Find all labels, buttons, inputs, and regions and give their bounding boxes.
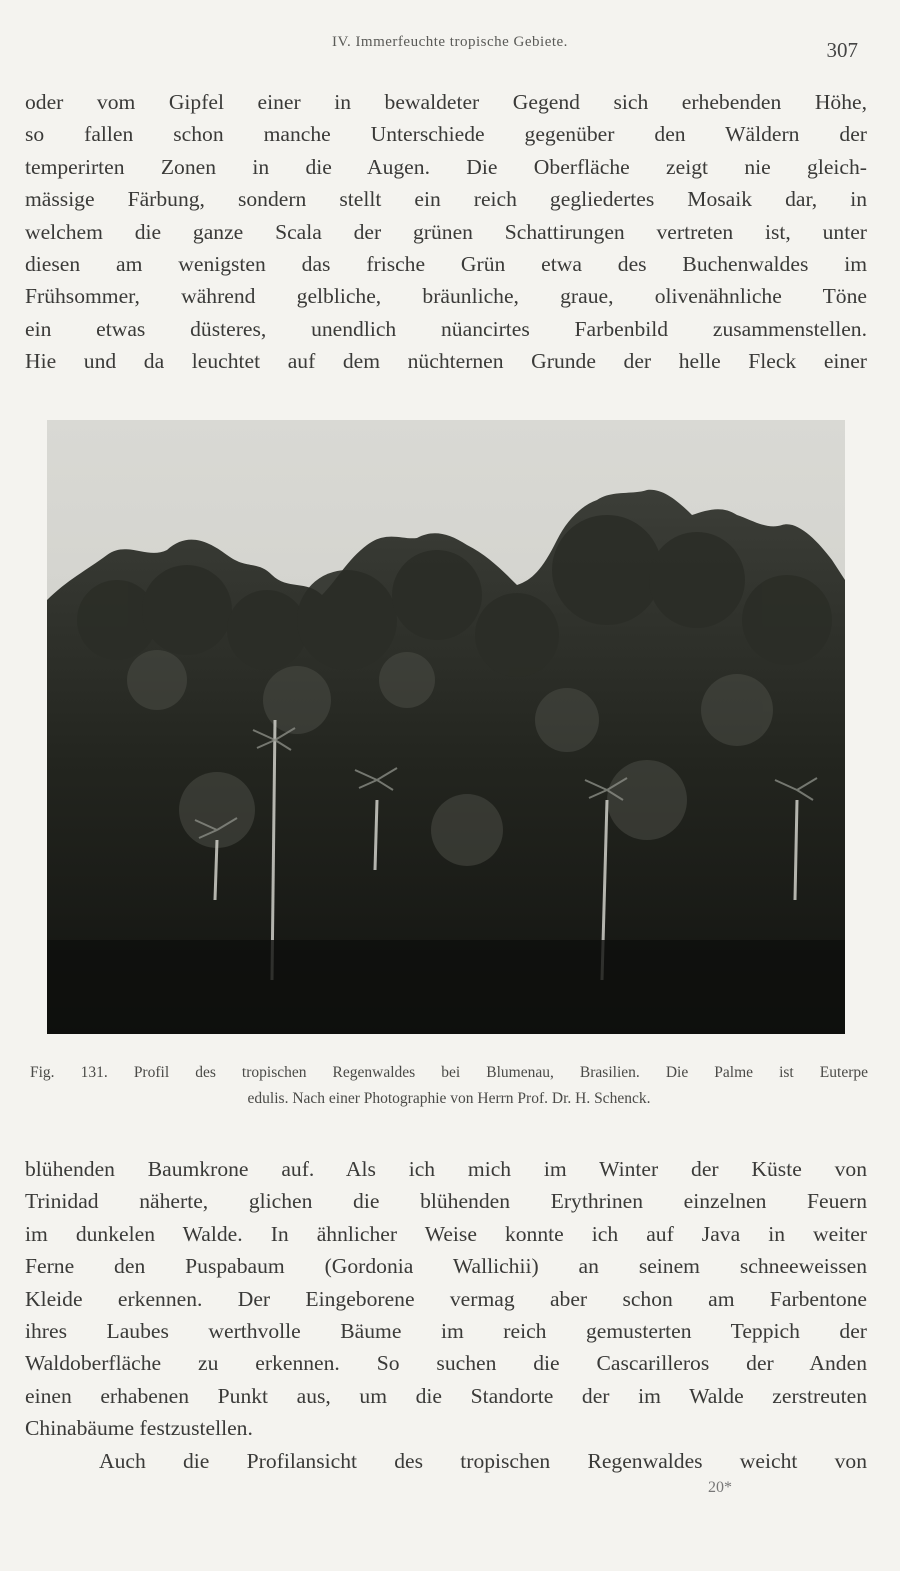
- text-line: Auch die Profilansicht des tropischen Regenwaldes weicht von: [99, 1448, 867, 1473]
- text-line: Chinabäume festzustellen.: [25, 1416, 253, 1441]
- caption-line: Fig. 131. Profil des tropischen Regenwaldes bei Blumenau, Brasilien. Die Palme ist Euterpe: [30, 1064, 868, 1081]
- text-line: Hie und da leuchtet auf dem nüchternen Grunde der helle Fleck einer: [25, 349, 867, 374]
- rainforest-photograph: [47, 420, 845, 1034]
- text-line: einen erhabenen Punkt aus, um die Standorte der im Walde zerstreuten: [25, 1383, 867, 1408]
- text-line: ein etwas düsteres, unendlich nüancirtes Farbenbild zusammenstellen.: [25, 316, 867, 341]
- text-line: mässige Färbung, sondern stellt ein reich gegliedertes Mosaik dar, in: [25, 187, 867, 212]
- text-line: Kleide erkennen. Der Eingeborene vermag aber schon am Farbentone: [25, 1286, 867, 1311]
- text-line: oder vom Gipfel einer in bewaldeter Gegend sich erhebenden Höhe,: [25, 90, 867, 114]
- text-line: diesen am wenigsten das frische Grün etwa des Buchenwaldes im: [25, 252, 867, 277]
- text-line: welchem die ganze Scala der grünen Schattirungen vertreten ist, unter: [25, 219, 867, 244]
- page-number: 307: [826, 38, 858, 62]
- text-line: temperirten Zonen in die Augen. Die Oberfläche zeigt nie gleich-: [25, 154, 867, 179]
- text-line: Waldoberfläche zu erkennen. So suchen die Cascarilleros der Anden: [25, 1351, 867, 1376]
- text-line: Frühsommer, während gelbliche, bräunliche, graue, olivenähnliche Töne: [25, 284, 867, 309]
- signature-mark: 20*: [708, 1479, 732, 1496]
- text-line: blühenden Baumkrone auf. Als ich mich im Winter der Küste von: [25, 1157, 867, 1181]
- figure-caption: [30, 1060, 868, 1112]
- text-line: im dunkelen Walde. In ähnlicher Weise konnte ich auf Java in weiter: [25, 1221, 867, 1246]
- text-line: Trinidad näherte, glichen die blühenden Erythrinen einzelnen Feuern: [25, 1189, 867, 1214]
- text-line: so fallen schon manche Unterschiede gegenüber den Wäldern der: [25, 122, 867, 147]
- text-line: ihres Laubes werthvolle Bäume im reich gemusterten Teppich der: [25, 1319, 867, 1344]
- running-head: IV. Immerfeuchte tropische Gebiete.: [332, 34, 568, 50]
- text-line: Ferne den Puspabaum (Gordonia Wallichii) an seinem schneeweissen: [25, 1254, 867, 1279]
- paragraph-bottom: [25, 1153, 867, 1477]
- paragraph-top: [25, 86, 867, 378]
- caption-line: edulis. Nach einer Photographie von Herrn Prof. Dr. H. Schenck.: [247, 1090, 651, 1107]
